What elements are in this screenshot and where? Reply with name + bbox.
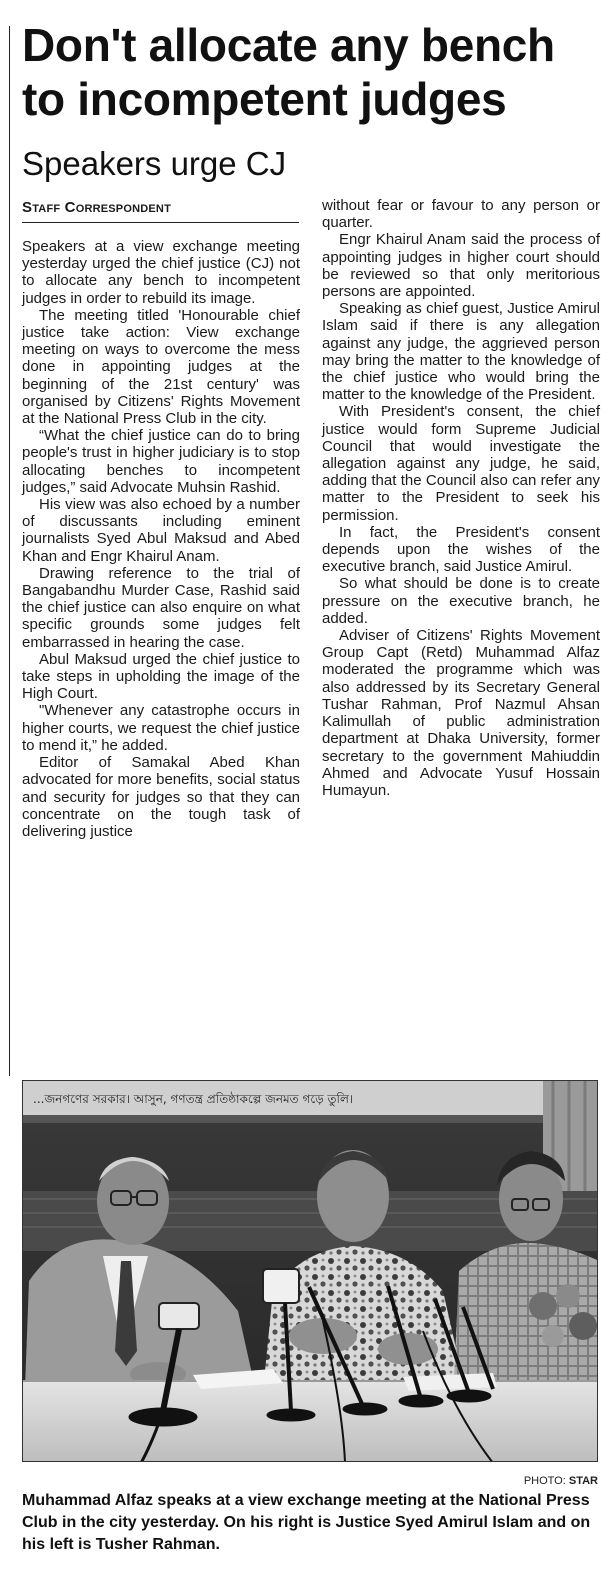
paragraph: With President's consent, the chief justice would form Supreme Judicial Council that would investigate the allegation against any judge, he said, adding that the Council also can refer any matter to the President to seek his permission.	[322, 403, 600, 524]
paragraph: Speakers at a view exchange meeting yesterday urged the chief justice (CJ) not to allocate any bench to incompetent judges in order to rebuild its image.	[22, 238, 300, 307]
paragraph: So what should be done is to create pressure on the executive branch, he added.	[322, 575, 600, 627]
article-column-left	[22, 238, 300, 840]
paragraph: Adviser of Citizens' Rights Movement Group Capt (Retd) Muhammad Alfaz moderated the programme which was also addressed by its Secretary General Tushar Rahman, Prof Nazmul Ahsan Kalimullah of public administration department at Dhaka University, former secretary to the government Mahiuddin Ahmed and Advocate Yusuf Hossain Humayun.	[322, 627, 600, 799]
paragraph: “What the chief justice can do to bring people's trust in higher judiciary is to stop allocating benches to incompetent judges,” said Advocate Muhsin Rashid.	[22, 427, 300, 496]
paragraph: Editor of Samakal Abed Khan advocated for more benefits, social status and security for judges so that they can concentrate on the tough task of delivering justice	[22, 754, 300, 840]
paragraph: In fact, the President's consent depends upon the wishes of the executive branch, said Justice Amirul.	[322, 523, 600, 576]
paragraph: The meeting titled 'Honourable chief justice take action: View exchange meeting on ways to overcome the mess done in appointing judges at the beginning of the 21st century' was organised by Citizens' Rights Movement at the National Press Club in the city.	[22, 306, 300, 428]
article-column-right	[322, 197, 600, 799]
paragraph: without fear or favour to any person or quarter.	[322, 197, 600, 232]
news-photo	[22, 1080, 598, 1462]
byline: Staff Correspondent	[22, 199, 299, 223]
paragraph: His view was also echoed by a number of discussants including eminent journalists Syed Abul Maksud and Abed Khan and Engr Khairul Anam.	[22, 496, 300, 565]
paragraph: Drawing reference to the trial of Bangabandhu Murder Case, Rashid said the chief justice can also enquire on what specific grounds some judges felt embarrassed in hearing the case.	[22, 564, 300, 651]
photo-credit: PHOTO: STAR	[523, 1475, 598, 1487]
paragraph: Abul Maksud urged the chief justice to take steps in upholding the image of the High Court.	[22, 650, 300, 703]
subhead: Speakers urge CJ	[22, 145, 287, 182]
paragraph: Speaking as chief guest, Justice Amirul Islam said if there is any allegation against any judge, the aggrieved person may bring the matter to the knowledge of the chief justice who would bring the matter to the knowledge of the President.	[322, 300, 600, 404]
paragraph: "Whenever any catastrophe occurs in higher courts, we request the chief justice to mend it,” he added.	[22, 702, 300, 754]
headline: Don't allocate any bench to incompetent judges	[22, 19, 555, 125]
photo-caption: Muhammad Alfaz speaks at a view exchange meeting at the National Press Club in the city yesterday. On his right is Justice Syed Amirul Islam and on his left is Tusher Rahman.	[22, 1492, 591, 1553]
banner-text: ...জনগণের সরকার। আসুন, গণতন্ত্র প্রতিষ্ঠাকল্পে জনমত গড়ে তুলি।	[33, 1092, 354, 1106]
column-rule	[9, 26, 10, 1076]
paragraph: Engr Khairul Anam said the process of appointing judges in higher court should be reviewed so that only meritorious persons are appointed.	[322, 231, 600, 301]
